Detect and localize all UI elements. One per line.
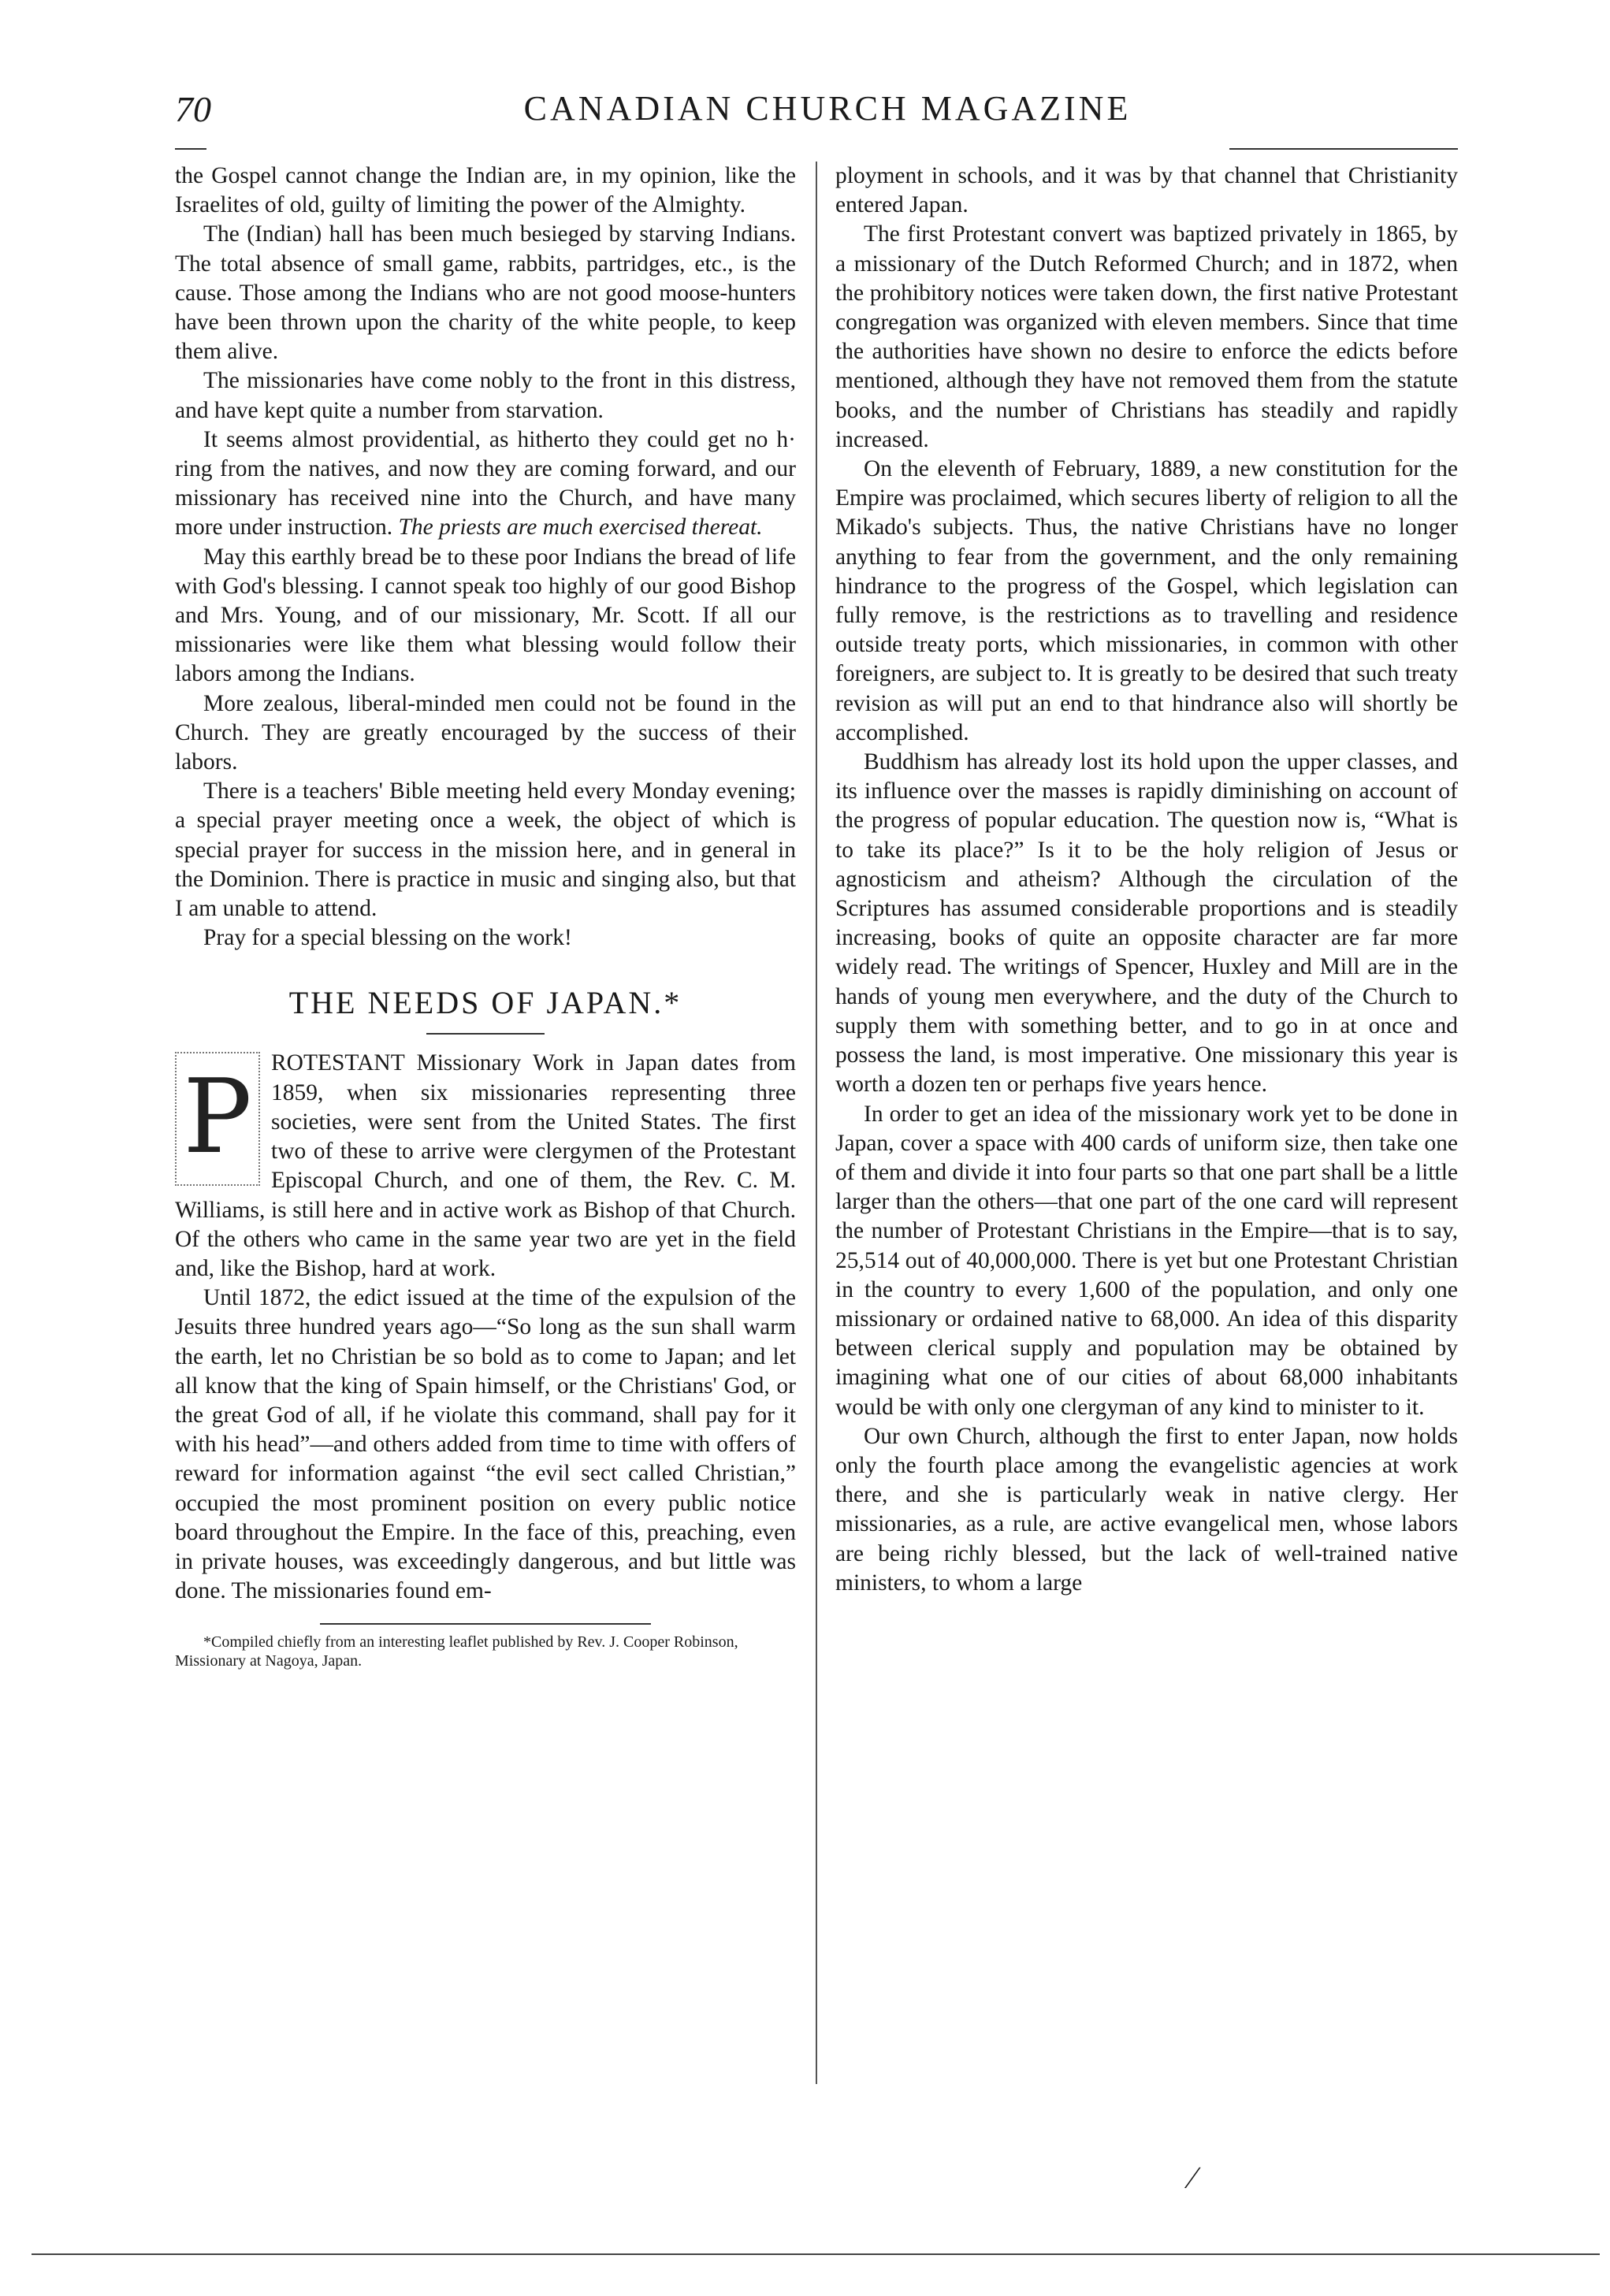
body-paragraph: The (Indian) hall has been much besieged by starving Indians. The total absence of small game, rabbits, partridges, etc., is the cause. Those among the Indians who are not good moose-hunters have been thrown upon the charity of the white people, to keep them alive. (175, 221, 796, 365)
body-paragraph: Until 1872, the edict issued at the time of the expulsion of the Jesuits three hundred years ago—“So long as the sun shall warm the earth, let no Christian be so bold as to come to Japan; and let all know that the king of Spain himself, or the Christians' God, or the great God of all, if he violate this command, shall pay for it with his head”—and others added from time to time with offers of reward for information against “the evil sect called Christian,” occupied the most prominent position on every public notice board throughout the Empire. In the face of this, preaching, even in private houses, was exceedingly dangerous, and but little was done. The missionaries found em- (175, 1285, 796, 1604)
body-paragraph: In order to get an idea of the missionary work yet to be done in Japan, cover a space with 400 cards of uniform size, then take one of them and divide it into four parts so that one part shall be a little larger than the others—that one part of the one card will represent the number of Protestant Christians in the Empire—that is to say, 25,514 out of 40,000,000. There is yet but one Protestant Christian in the country to every 1,600 of the population, and only one missionary or ordained native to 68,000. An idea of this disparity between clerical supply and population may be obtained by imagining what one of our cities of about 68,000 inhabitants would be with only one clergyman of any kind to minister to it. (835, 1101, 1458, 1420)
body-paragraph: Pray for a special blessing on the work! (203, 925, 572, 951)
left-column (175, 162, 796, 1670)
running-title: CANADIAN CHURCH MAGAZINE (523, 89, 1132, 128)
body-paragraph: The first Protestant convert was baptized privately in 1865, by a missionary of the Dutch Reformed Church; and in 1872, when the prohibitory notices were taken down, the first native Protestant congregation was organized with eleven members. Since that time the authorities have shown no desire to enforce the edicts before mentioned, although they have not removed them from the statute books, and the number of Christians has steadily and rapidly increased. (835, 221, 1458, 452)
body-paragraph: the Gospel cannot change the Indian are, in my opinion, like the Israelites of old, guilty of limiting the power of the Almighty. (175, 163, 796, 218)
footnote: *Compiled chiefly from an interesting leaflet published by Rev. J. Cooper Robinson, Missionary at Nagoya, Japan. (175, 1633, 738, 1670)
body-paragraph: ployment in schools, and it was by that channel that Christianity entered Japan. (835, 163, 1458, 218)
body-paragraph: ROTESTANT Missionary Work in Japan dates from 1859, when six missionaries representing three societies, were sent from the United States. The first two of these to arrive were clergymen of the Protestant Episcopal Church, and one of them, the Rev. C. M. Williams, is still here and in active work as Bishop of that Church. Of the others who came in the same year two are yet in the field and, like the Bishop, hard at work. (175, 1050, 796, 1281)
body-paragraph: Our own Church, although the first to enter Japan, now holds only the fourth place among the evangelistic agencies at work there, and she is particularly weak in native clergy. Her missionaries, as a rule, are active evangelical men, whose labors are being richly blessed, but the lack of well-trained native ministers, to whom a large (835, 1423, 1458, 1596)
body-paragraph: On the eleventh of February, 1889, a new constitution for the Empire was proclaimed, which secures liberty of religion to all the Mikado's subjects. Thus, the native Christians have no longer anything to fear from the government, and the only remaining hindrance to the progress of the Gospel, which legislation can fully remove, is the restrictions as to travelling and residence outside treaty ports, which missionaries, in common with other foreigners, are subject to. It is greatly to be desired that such treaty revision as will put an end to that hindrance also will shortly be accomplished. (835, 456, 1458, 745)
page-bottom-rule (32, 2253, 1600, 2255)
stray-ink-mark: ∕ (1190, 2160, 1195, 2195)
footnote-rule (320, 1623, 651, 1625)
body-paragraph: There is a teachers' Bible meeting held every Monday evening; a special prayer meeting once a week, the object of which is special prayer for success in the mission here, and in general in the Dominion. There is practice in music and singing also, but that I am unable to attend. (175, 778, 796, 922)
body-paragraph: Buddhism has already lost its hold upon the upper classes, and its influence over the masses is rapidly diminishing on account of the progress of popular education. The question now is, “What is to take its place?” Is it to be the holy religion of Jesus or agnosticism and atheism? Although the circulation of the Scriptures has assumed considerable proportions and is steadily increasing, books of quite an opposite character are far more widely read. The writings of Spencer, Huxley and Mill are in the hands of young men everywhere, and the duty of the Church to supply them with something better, and to go in at once and possess the land, is most imperative. One missionary this year is worth a dozen ten or perhaps five years hence. (835, 749, 1458, 1098)
body-paragraph (175, 425, 796, 543)
body-paragraph: More zealous, liberal-minded men could not be found in the Church. They are greatly encouraged by the success of their labors. (175, 690, 796, 775)
italic-remark: The priests are much exercised thereat. (398, 515, 763, 541)
opening-paragraph (175, 1049, 796, 1284)
column-divider (816, 162, 817, 2084)
section-title: THE NEEDS OF JAPAN.* (288, 985, 682, 1021)
body-paragraph: The missionaries have come nobly to the front in this distress, and have kept quite a number from starvation. (175, 368, 796, 423)
right-column (835, 162, 1458, 1598)
header-rule-right (1229, 148, 1458, 150)
body-paragraph: May this earthly bread be to these poor Indians the bread of life with God's blessing. I cannot speak too highly of our good Bishop and Mrs. Young, and of our missionary, Mr. Scott. If all our missionaries were like them what blessing would follow their labors among the Indians. (175, 544, 796, 687)
paragraph-text: It seems almost providential, as hitherto they could get no h· ring from the natives, and now they are coming forward, and our missionary has received nine into the Church, and have many more under instruction. (175, 426, 796, 541)
header-rule-left (175, 148, 206, 150)
drop-cap-ornament: P (175, 1052, 260, 1186)
page-number: 70 (175, 89, 211, 129)
title-rule (426, 1033, 545, 1035)
